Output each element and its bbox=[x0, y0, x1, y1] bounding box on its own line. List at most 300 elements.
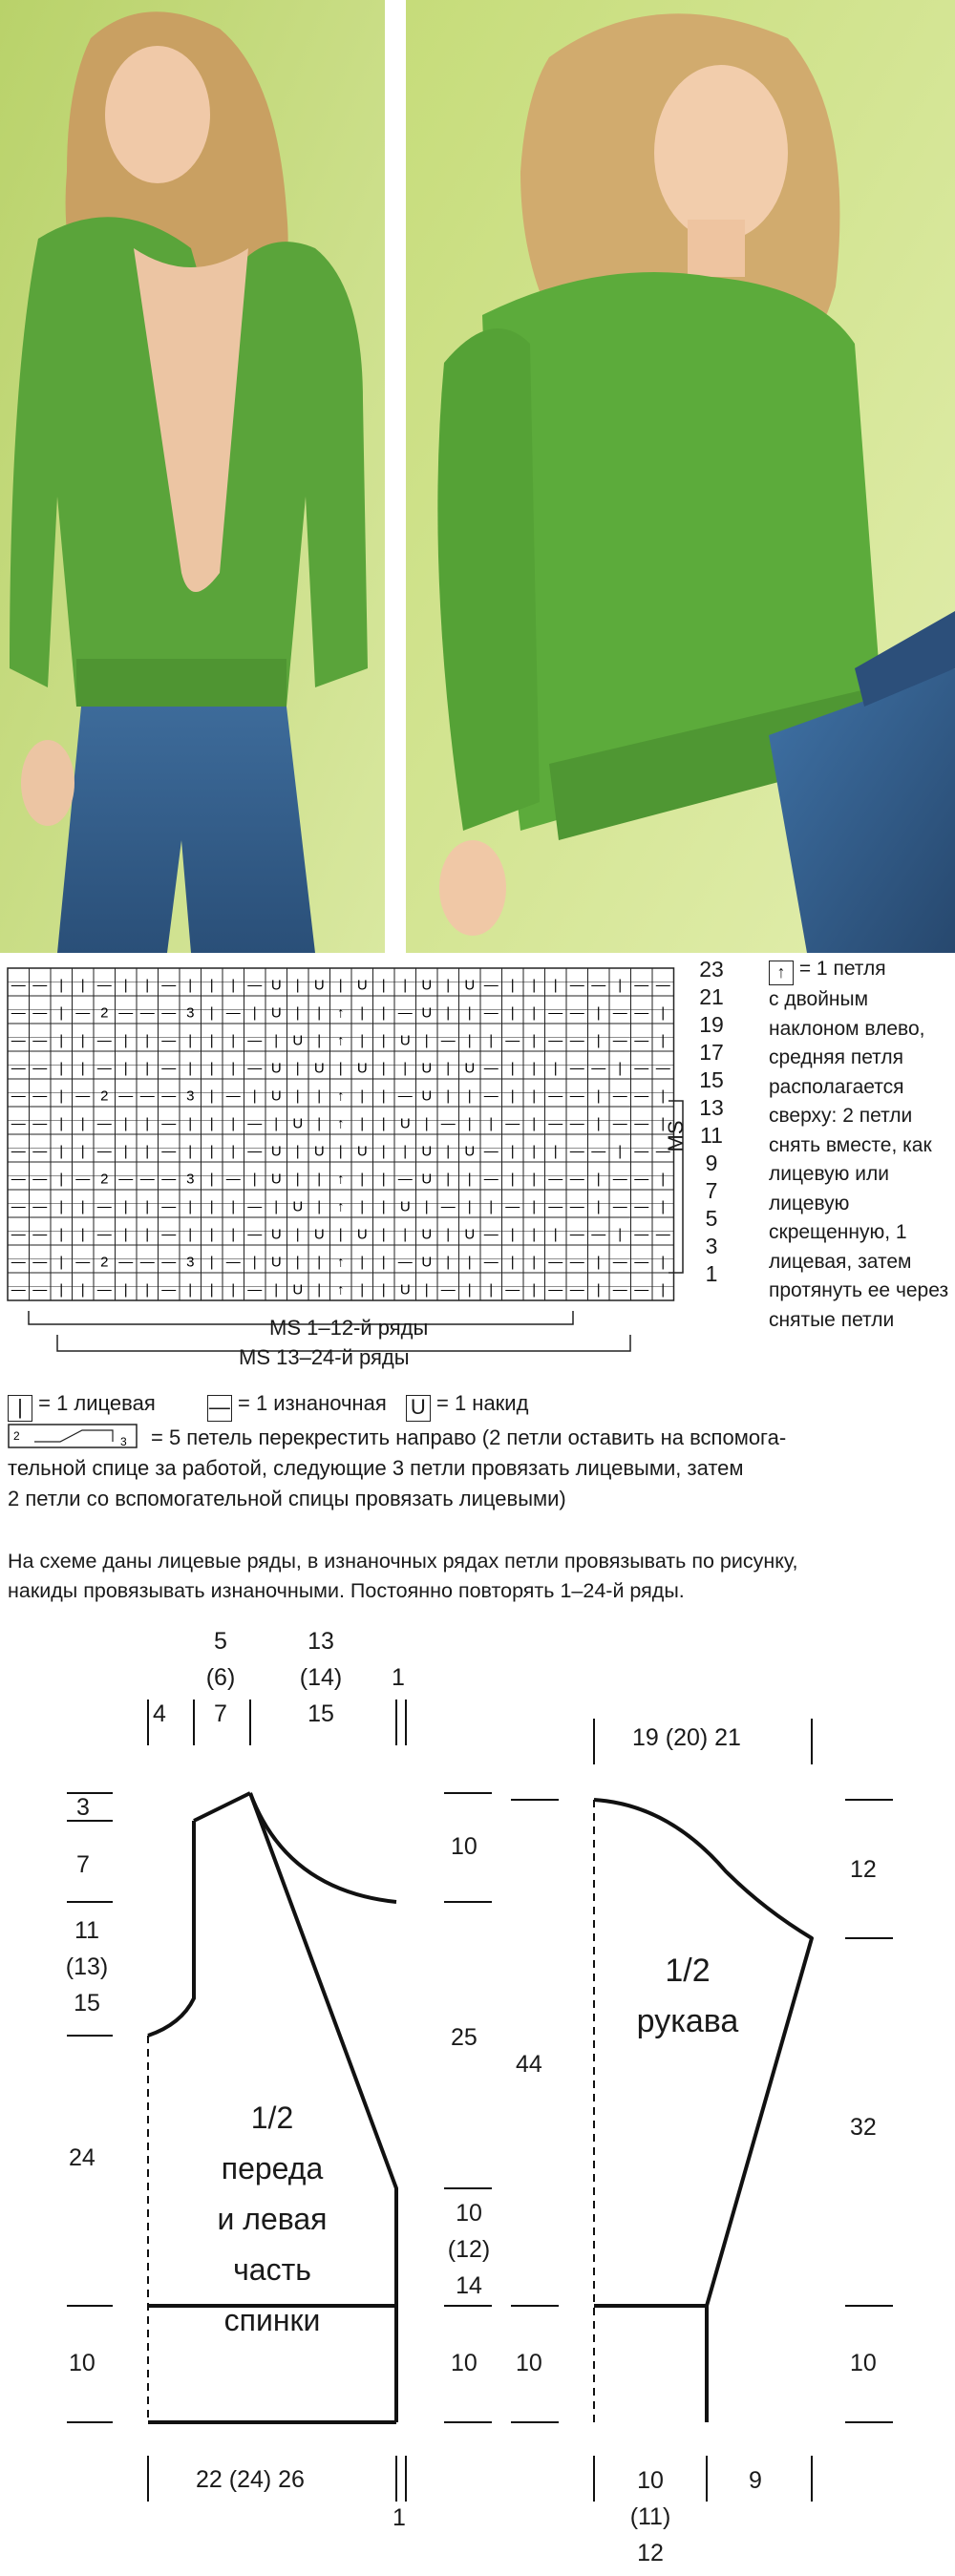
chart-stitch-symbol: — bbox=[225, 1254, 241, 1271]
chart-stitch-symbol: | bbox=[295, 1143, 300, 1160]
chart-stitch-symbol: | bbox=[510, 1087, 515, 1105]
chart-stitch-symbol: | bbox=[510, 1254, 515, 1271]
chart-stitch-symbol: — bbox=[548, 1032, 563, 1049]
chart-stitch-symbol: U bbox=[356, 1060, 368, 1077]
chart-stitch-symbol: — bbox=[11, 1254, 26, 1271]
chart-stitch-symbol: | bbox=[338, 1226, 343, 1243]
chart-stitch-symbol: | bbox=[446, 1143, 451, 1160]
chart-stitch-symbol: — bbox=[483, 1004, 499, 1022]
chart-stitch-symbol: U bbox=[313, 977, 325, 994]
chart-stitch-symbol: | bbox=[295, 1171, 300, 1188]
chart-stitch-symbol: — bbox=[569, 1254, 584, 1271]
chart-stitch-symbol: | bbox=[188, 1281, 193, 1299]
chart-stitch-symbol: | bbox=[532, 1171, 537, 1188]
chart-stitch-symbol: — bbox=[32, 977, 48, 994]
chart-stitch-symbol: | bbox=[188, 1143, 193, 1160]
chart-stitch-symbol: — bbox=[591, 1060, 606, 1077]
chart-stitch-symbol: U bbox=[270, 1254, 282, 1271]
chart-stitch-symbol: | bbox=[145, 1143, 150, 1160]
chart-stitch-symbol: — bbox=[161, 1254, 177, 1271]
chart-stitch-symbol: — bbox=[483, 977, 499, 994]
chart-stitch-symbol: U bbox=[356, 1143, 368, 1160]
chart-stitch-symbol: — bbox=[247, 1115, 263, 1132]
chart-stitch-symbol: U bbox=[270, 1143, 282, 1160]
chart-stitch-symbol: — bbox=[161, 1198, 177, 1215]
chart-stitch-symbol: — bbox=[548, 1115, 563, 1132]
cable-text-3: 2 петли со вспомогательной спицы провязать лицевыми) bbox=[8, 1487, 566, 1510]
chart-stitch-symbol: | bbox=[209, 1281, 214, 1299]
chart-stitch-symbol: — bbox=[505, 1032, 520, 1049]
dim-top-a: 4 bbox=[153, 1700, 166, 1727]
row-number: 17 bbox=[699, 1040, 724, 1065]
chart-stitch-symbol: — bbox=[161, 1004, 177, 1022]
chart-stitch-symbol: | bbox=[209, 1226, 214, 1243]
chart-stitch-symbol: U bbox=[270, 977, 282, 994]
photo-front-icon bbox=[406, 0, 955, 953]
chart-stitch-symbol: | bbox=[123, 1032, 128, 1049]
dim-left-a: 3 bbox=[76, 1794, 90, 1821]
chart-stitch-symbol: | bbox=[317, 1281, 322, 1299]
chart-stitch-symbol: | bbox=[231, 977, 236, 994]
photo-back-view bbox=[0, 0, 385, 953]
sleeve-title bbox=[611, 1946, 764, 2047]
chart-stitch-symbol: — bbox=[397, 1254, 413, 1271]
chart-stitch-symbol: — bbox=[118, 1004, 134, 1022]
chart-stitch-symbol: — bbox=[655, 1226, 670, 1243]
chart-stitch-symbol: | bbox=[532, 1060, 537, 1077]
chart-stitch-symbol: | bbox=[381, 1171, 386, 1188]
chart-stitch-symbol: | bbox=[403, 1143, 408, 1160]
chart-stitch-symbol: — bbox=[483, 1087, 499, 1105]
chart-stitch-symbol: | bbox=[381, 1254, 386, 1271]
chart-stitch-symbol: — bbox=[634, 977, 649, 994]
chart-stitch-symbol: | bbox=[317, 1032, 322, 1049]
chart-stitch-symbol: | bbox=[553, 1226, 558, 1243]
chart-stitch-symbol: | bbox=[360, 1004, 365, 1022]
chart-stitch-symbol: — bbox=[161, 1143, 177, 1160]
chart-stitch-symbol: U bbox=[421, 1143, 433, 1160]
chart-stitch-symbol: | bbox=[467, 1254, 472, 1271]
chart-stitch-symbol: U bbox=[464, 1226, 476, 1243]
chart-stitch-symbol: | bbox=[446, 977, 451, 994]
chart-stitch-symbol: — bbox=[612, 1171, 627, 1188]
chart-stitch-symbol: — bbox=[440, 1032, 456, 1049]
stitch-chart bbox=[0, 958, 764, 1378]
chart-stitch-symbol: | bbox=[231, 1032, 236, 1049]
chart-stitch-symbol: | bbox=[532, 1087, 537, 1105]
chart-stitch-symbol: — bbox=[11, 1087, 26, 1105]
chart-stitch-symbol: — bbox=[247, 977, 263, 994]
instructions bbox=[8, 1547, 948, 1606]
dim-total-rib: 10 bbox=[516, 2350, 542, 2376]
chart-stitch-symbol: | bbox=[231, 1198, 236, 1215]
chart-stitch-symbol: | bbox=[209, 1198, 214, 1215]
knit-text: = 1 лицевая bbox=[38, 1391, 156, 1415]
chart-stitch-symbol: | bbox=[596, 1254, 601, 1271]
chart-stitch-symbol: | bbox=[446, 1226, 451, 1243]
chart-stitch-symbol: | bbox=[510, 1226, 515, 1243]
photo-front-view bbox=[406, 0, 955, 953]
chart-stitch-symbol: U bbox=[421, 1087, 433, 1105]
front-title-line: 1/2 bbox=[250, 2101, 294, 2135]
chart-stitch-symbol: — bbox=[591, 1226, 606, 1243]
chart-stitch-symbol: — bbox=[397, 1004, 413, 1022]
dim-top-b3: 7 bbox=[214, 1700, 227, 1727]
chart-stitch-symbol: | bbox=[467, 1171, 472, 1188]
chart-stitch-symbol: — bbox=[161, 1281, 177, 1299]
chart-stitch-symbol: | bbox=[252, 1087, 257, 1105]
chart-stitch-symbol: — bbox=[96, 1060, 112, 1077]
chart-stitch-symbol: — bbox=[32, 1226, 48, 1243]
chart-stitch-symbol: — bbox=[11, 1115, 26, 1132]
chart-stitch-symbol: — bbox=[548, 1254, 563, 1271]
chart-stitch-symbol: | bbox=[59, 1281, 64, 1299]
chart-stitch-symbol: | bbox=[338, 1143, 343, 1160]
chart-stitch-symbol: 3 bbox=[186, 1171, 195, 1188]
chart-stitch-symbol: ↑ bbox=[337, 1115, 345, 1132]
row-number: 11 bbox=[700, 1123, 723, 1148]
chart-stitch-symbol: — bbox=[247, 1032, 263, 1049]
cable-legend-right: 3 bbox=[120, 1435, 127, 1448]
chart-stitch-symbol: | bbox=[532, 1198, 537, 1215]
dim-right-a: 10 bbox=[451, 1833, 478, 1860]
chart-stitch-symbol: | bbox=[274, 1198, 279, 1215]
chart-stitch-symbol: — bbox=[655, 1060, 670, 1077]
chart-stitch-symbol: — bbox=[11, 1032, 26, 1049]
chart-stitch-symbol: — bbox=[569, 1087, 584, 1105]
chart-stitch-symbol: — bbox=[483, 1226, 499, 1243]
chart-stitch-symbol: U bbox=[313, 1226, 325, 1243]
dim-top-b2: (6) bbox=[205, 1664, 236, 1691]
chart-stitch-symbol: | bbox=[145, 977, 150, 994]
sleeve-bottom-b: 9 bbox=[749, 2467, 762, 2494]
chart-stitch-symbol: U bbox=[292, 1115, 304, 1132]
chart-stitch-symbol: — bbox=[483, 1143, 499, 1160]
chart-stitch-symbol: | bbox=[295, 1087, 300, 1105]
chart-stitch-symbol: 2 bbox=[100, 1254, 109, 1271]
chart-stitch-symbol: | bbox=[596, 1115, 601, 1132]
chart-stitch-symbol: — bbox=[634, 1032, 649, 1049]
chart-stitch-symbol: — bbox=[505, 1281, 520, 1299]
chart-stitch-symbol: | bbox=[532, 1032, 537, 1049]
chart-stitch-symbol: 2 bbox=[100, 1087, 109, 1105]
chart-stitch-symbol: | bbox=[80, 1198, 85, 1215]
chart-stitch-symbol: ↑ bbox=[337, 1087, 345, 1105]
chart-stitch-symbol: | bbox=[317, 1254, 322, 1271]
chart-stitch-symbol: | bbox=[209, 1004, 214, 1022]
chart-stitch-symbol: | bbox=[295, 977, 300, 994]
row-number: 23 bbox=[699, 957, 724, 982]
chart-stitch-symbol: — bbox=[11, 1004, 26, 1022]
chart-stitch-symbol: U bbox=[313, 1143, 325, 1160]
chart-stitch-symbol: | bbox=[209, 1254, 214, 1271]
chart-stitch-symbol: | bbox=[424, 1198, 429, 1215]
chart-stitch-symbol: | bbox=[532, 1115, 537, 1132]
chart-stitch-symbol: | bbox=[381, 1143, 386, 1160]
chart-stitch-symbol: | bbox=[317, 1087, 322, 1105]
chart-stitch-symbol: | bbox=[59, 977, 64, 994]
chart-stitch-symbol: | bbox=[467, 1198, 472, 1215]
chart-stitch-symbol: | bbox=[252, 1004, 257, 1022]
chart-stitch-symbol: | bbox=[80, 1226, 85, 1243]
chart-stitch-symbol: — bbox=[634, 1060, 649, 1077]
chart-stitch-symbol: | bbox=[59, 1226, 64, 1243]
chart-stitch-symbol: U bbox=[464, 1060, 476, 1077]
chart-stitch-symbol: | bbox=[123, 1143, 128, 1160]
chart-stitch-symbol: — bbox=[548, 1171, 563, 1188]
chart-stitch-symbol: | bbox=[661, 1115, 666, 1132]
chart-stitch-symbol: — bbox=[11, 977, 26, 994]
chart-stitch-symbol: — bbox=[11, 1143, 26, 1160]
chart-stitch-symbol: | bbox=[209, 1032, 214, 1049]
chart-stitch-symbol: | bbox=[317, 1171, 322, 1188]
chart-stitch-symbol: | bbox=[661, 1281, 666, 1299]
dim-top-c2: (14) bbox=[299, 1664, 343, 1691]
row-number: 3 bbox=[705, 1234, 718, 1258]
chart-stitch-symbol: | bbox=[317, 1004, 322, 1022]
dim-top-d: 1 bbox=[392, 1664, 405, 1691]
dim-left-d: 24 bbox=[69, 2144, 96, 2171]
chart-stitch-symbol: | bbox=[209, 1115, 214, 1132]
chart-stitch-symbol: | bbox=[188, 1226, 193, 1243]
chart-stitch-symbol: | bbox=[360, 1032, 365, 1049]
chart-stitch-symbol: — bbox=[11, 1281, 26, 1299]
chart-stitch-symbol: | bbox=[338, 977, 343, 994]
chart-stitch-symbol: — bbox=[612, 1087, 627, 1105]
chart-stitch-symbol: | bbox=[489, 1198, 494, 1215]
dim-left-e: 10 bbox=[69, 2350, 96, 2376]
chart-stitch-symbol: — bbox=[139, 1171, 155, 1188]
chart-stitch-symbol: — bbox=[75, 1004, 91, 1022]
chart-stitch-symbol: — bbox=[634, 1087, 649, 1105]
chart-stitch-symbol: — bbox=[569, 1281, 584, 1299]
sleeve-right-b: 32 bbox=[850, 2114, 877, 2141]
chart-stitch-symbol: ↑ bbox=[337, 1004, 345, 1022]
chart-stitch-symbol: — bbox=[634, 1004, 649, 1022]
chart-stitch-symbol: | bbox=[553, 977, 558, 994]
chart-stitch-symbol: — bbox=[634, 1254, 649, 1271]
chart-stitch-symbol: — bbox=[161, 1115, 177, 1132]
chart-stitch-symbol: — bbox=[11, 1198, 26, 1215]
chart-stitch-symbol: | bbox=[295, 1254, 300, 1271]
chart-stitch-symbol: | bbox=[145, 1115, 150, 1132]
chart-stitch-symbol: — bbox=[247, 1143, 263, 1160]
yo-text: = 1 накид bbox=[435, 1391, 529, 1415]
chart-stitch-symbol: U bbox=[399, 1115, 411, 1132]
chart-stitch-symbol: | bbox=[231, 1226, 236, 1243]
chart-stitch-symbol: — bbox=[655, 977, 670, 994]
chart-stitch-symbol: | bbox=[489, 1032, 494, 1049]
chart-stitch-symbol: U bbox=[399, 1032, 411, 1049]
chart-stitch-symbol: 3 bbox=[186, 1087, 195, 1105]
chart-stitch-symbol: | bbox=[80, 1032, 85, 1049]
chart-stitch-symbol: | bbox=[532, 1143, 537, 1160]
chart-stitch-symbol: — bbox=[225, 1171, 241, 1188]
cable-text-1: = 5 петель перекрестить направо (2 петли оставить на вспомога- bbox=[151, 1425, 787, 1449]
chart-stitch-symbol: — bbox=[32, 1143, 48, 1160]
dim-left-c2: (13) bbox=[65, 1953, 109, 1980]
dim-right-c1: 10 bbox=[456, 2200, 482, 2227]
chart-stitch-symbol: | bbox=[80, 977, 85, 994]
chart-stitch-symbol: | bbox=[596, 1281, 601, 1299]
chart-stitch-symbol: | bbox=[618, 1143, 623, 1160]
chart-stitch-symbol: — bbox=[32, 1198, 48, 1215]
row-number: 15 bbox=[699, 1067, 724, 1092]
sleeve-bottom-a1: 10 bbox=[637, 2467, 664, 2494]
chart-stitch-symbol: | bbox=[188, 1032, 193, 1049]
chart-stitch-symbol: — bbox=[505, 1115, 520, 1132]
chart-stitch-symbol: ↑ bbox=[337, 1281, 345, 1299]
chart-stitch-symbol: — bbox=[569, 1060, 584, 1077]
chart-stitch-symbol: — bbox=[32, 1115, 48, 1132]
chart-stitch-symbol: — bbox=[96, 1115, 112, 1132]
pattern-schematic bbox=[0, 1623, 955, 2576]
chart-stitch-symbol: | bbox=[59, 1198, 64, 1215]
cable-text-2: тельной спице за работой, следующие 3 петли провязать лицевыми, затем bbox=[8, 1456, 744, 1480]
chart-stitch-symbol: | bbox=[188, 1198, 193, 1215]
chart-stitch-symbol: | bbox=[403, 977, 408, 994]
chart-stitch-symbol: | bbox=[532, 1281, 537, 1299]
chart-stitch-symbol: | bbox=[596, 1171, 601, 1188]
chart-stitch-symbol: — bbox=[569, 1143, 584, 1160]
row-number: 19 bbox=[699, 1012, 724, 1037]
chart-stitch-symbol: U bbox=[270, 1087, 282, 1105]
chart-stitch-symbol: — bbox=[32, 1171, 48, 1188]
row-number: 1 bbox=[705, 1261, 718, 1286]
chart-stitch-symbol: ↑ bbox=[337, 1171, 345, 1188]
chart-stitch-symbol: ↑ bbox=[337, 1032, 345, 1049]
chart-stitch-symbol: | bbox=[145, 1032, 150, 1049]
chart-stitch-symbol: | bbox=[532, 1254, 537, 1271]
chart-stitch-symbol: | bbox=[59, 1143, 64, 1160]
chart-stitch-symbol: | bbox=[510, 1004, 515, 1022]
chart-stitch-symbol: — bbox=[75, 1087, 91, 1105]
chart-stitch-symbol: — bbox=[440, 1281, 456, 1299]
chart-stitch-symbol: — bbox=[11, 1060, 26, 1077]
chart-stitch-symbol: | bbox=[209, 1087, 214, 1105]
chart-stitch-symbol: U bbox=[292, 1281, 304, 1299]
chart-stitch-symbol: | bbox=[489, 1115, 494, 1132]
chart-stitch-symbol: | bbox=[446, 1087, 451, 1105]
chart-stitch-symbol: — bbox=[139, 1254, 155, 1271]
chart-stitch-symbol: | bbox=[145, 1281, 150, 1299]
chart-stitch-symbol: — bbox=[247, 1198, 263, 1215]
chart-stitch-symbol: | bbox=[59, 1254, 64, 1271]
chart-stitch-symbol: | bbox=[59, 1060, 64, 1077]
chart-stitch-symbol: | bbox=[145, 1198, 150, 1215]
chart-stitch-symbol: | bbox=[532, 1004, 537, 1022]
chart-stitch-symbol: | bbox=[467, 1032, 472, 1049]
knit-symbol-icon: | bbox=[8, 1395, 32, 1422]
dim-right-c3: 14 bbox=[456, 2272, 482, 2299]
chart-stitch-symbol: | bbox=[424, 1115, 429, 1132]
chart-stitch-symbol: — bbox=[634, 1171, 649, 1188]
chart-stitch-symbol: | bbox=[123, 1226, 128, 1243]
chart-stitch-symbol: — bbox=[483, 1171, 499, 1188]
chart-stitch-symbol: U bbox=[421, 1226, 433, 1243]
photo-back-icon bbox=[0, 0, 385, 953]
chart-stitch-symbol: — bbox=[225, 1087, 241, 1105]
chart-stitch-symbol: — bbox=[569, 1004, 584, 1022]
chart-stitch-symbol: U bbox=[464, 1143, 476, 1160]
chart-stitch-symbol: — bbox=[440, 1198, 456, 1215]
cable-legend-left: 2 bbox=[13, 1429, 20, 1443]
row-number: 7 bbox=[705, 1178, 718, 1203]
chart-stitch-symbol: — bbox=[591, 1143, 606, 1160]
chart-stitch-symbol: | bbox=[123, 1115, 128, 1132]
chart-stitch-symbol: — bbox=[591, 977, 606, 994]
chart-stitch-symbol: — bbox=[161, 1171, 177, 1188]
chart-stitch-symbol: | bbox=[59, 1171, 64, 1188]
chart-stitch-symbol: | bbox=[618, 1060, 623, 1077]
chart-stitch-symbol: — bbox=[569, 1115, 584, 1132]
chart-stitch-symbol: | bbox=[618, 1226, 623, 1243]
chart-stitch-symbol: | bbox=[145, 1060, 150, 1077]
dim-right-d: 10 bbox=[451, 2350, 478, 2376]
chart-stitch-symbol: | bbox=[553, 1143, 558, 1160]
chart-stitch-symbol: U bbox=[356, 1226, 368, 1243]
cable-symbol-icon bbox=[8, 1423, 141, 1451]
chart-stitch-symbol: — bbox=[483, 1060, 499, 1077]
chart-stitch-symbol: | bbox=[317, 1198, 322, 1215]
chart-stitch-symbol: | bbox=[661, 1032, 666, 1049]
chart-stitch-symbol: U bbox=[270, 1226, 282, 1243]
chart-stitch-symbol: | bbox=[360, 1087, 365, 1105]
chart-stitch-symbol: | bbox=[295, 1060, 300, 1077]
chart-stitch-symbol: | bbox=[381, 1115, 386, 1132]
chart-stitch-symbol: | bbox=[446, 1004, 451, 1022]
chart-stitch-symbol: — bbox=[397, 1171, 413, 1188]
chart-stitch-symbol: | bbox=[209, 1060, 214, 1077]
chart-stitch-symbol: | bbox=[381, 1226, 386, 1243]
chart-stitch-symbol: — bbox=[634, 1226, 649, 1243]
legend-row-1 bbox=[8, 1387, 528, 1422]
ms-label: MS bbox=[664, 1120, 688, 1152]
chart-stitch-symbol: U bbox=[270, 1004, 282, 1022]
dim-top-c3: 15 bbox=[308, 1700, 334, 1727]
chart-stitch-symbol: — bbox=[32, 1032, 48, 1049]
chart-stitch-symbol: | bbox=[338, 1060, 343, 1077]
chart-stitch-symbol: | bbox=[381, 1032, 386, 1049]
chart-stitch-symbol: | bbox=[59, 1032, 64, 1049]
chart-stitch-symbol: | bbox=[209, 1171, 214, 1188]
chart-stitch-symbol: — bbox=[161, 1087, 177, 1105]
chart-stitch-symbol: U bbox=[464, 977, 476, 994]
chart-stitch-symbol: | bbox=[231, 1060, 236, 1077]
chart-stitch-symbol: | bbox=[360, 1115, 365, 1132]
chart-stitch-symbol: 2 bbox=[100, 1004, 109, 1022]
chart-stitch-symbol: | bbox=[467, 1087, 472, 1105]
chart-stitch-symbol: — bbox=[548, 1087, 563, 1105]
front-piece-title bbox=[172, 2093, 372, 2346]
row-number: 5 bbox=[705, 1206, 718, 1231]
dim-bottom-width: 22 (24) 26 bbox=[196, 2466, 305, 2493]
instructions-line-2: накиды провязывать изнаночными. Постоянно повторять 1–24-й ряды. bbox=[8, 1579, 685, 1602]
chart-stitch-symbol: | bbox=[295, 1004, 300, 1022]
chart-stitch-symbol: | bbox=[80, 1115, 85, 1132]
chart-stitch-symbol: — bbox=[32, 1254, 48, 1271]
chart-stitch-symbol: | bbox=[123, 1198, 128, 1215]
chart-stitch-symbol: — bbox=[612, 1254, 627, 1271]
chart-stitch-symbol: U bbox=[356, 977, 368, 994]
dim-bottom-extra: 1 bbox=[393, 2504, 406, 2531]
chart-stitch-symbol: — bbox=[612, 1032, 627, 1049]
sleeve-top: 19 (20) 21 bbox=[632, 1724, 741, 1751]
double-decrease-note bbox=[769, 955, 950, 1335]
chart-stitch-symbol: | bbox=[360, 1281, 365, 1299]
note-body: с двойным наклоном влево, средняя петля располагается сверху: 2 петли снять вместе, как лицевую или лицевую скрещенную, 1 лицевая, затем протянуть ее через снятые петли bbox=[769, 988, 949, 1331]
chart-stitch-symbol: | bbox=[381, 1004, 386, 1022]
